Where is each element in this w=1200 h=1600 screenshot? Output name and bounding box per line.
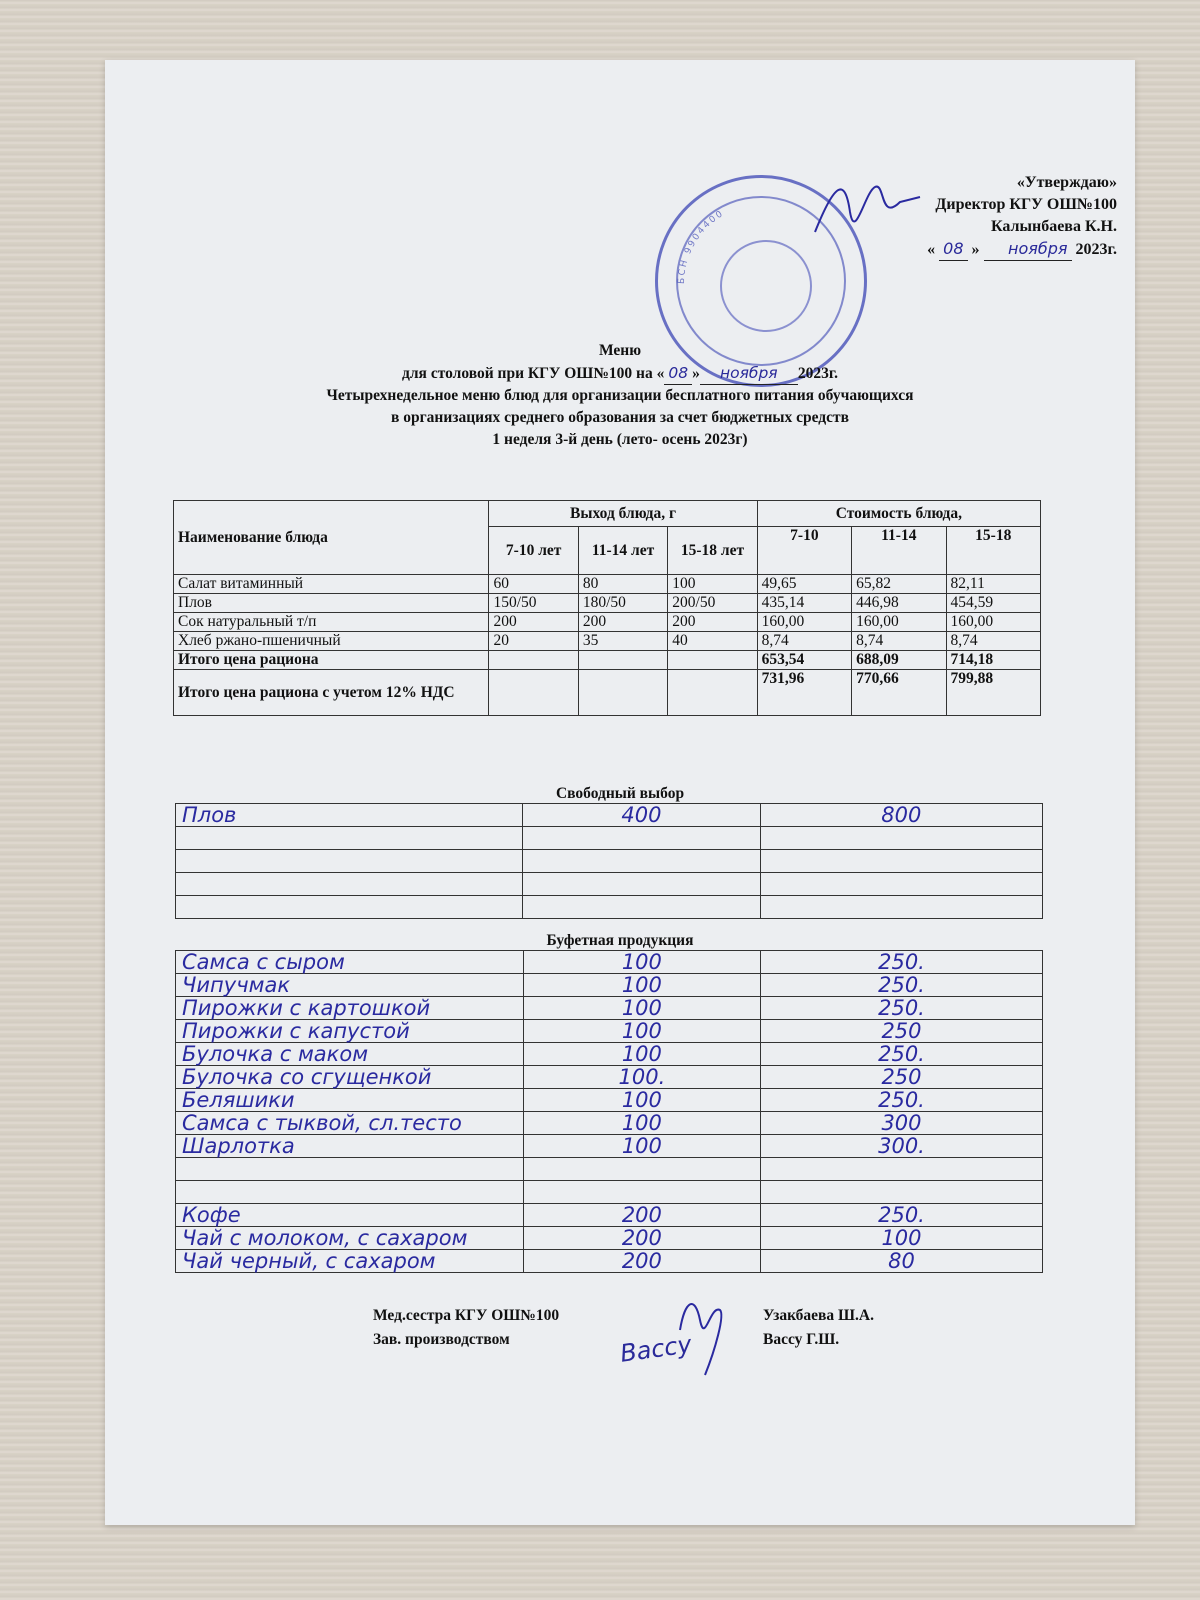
nurse-label: Мед.сестра КГУ ОШ№100 <box>373 1307 560 1324</box>
header-yield: Выход блюда, г <box>489 501 757 527</box>
cost-value: 160,00 <box>852 613 946 632</box>
manager-name: Вассу Г.Ш. <box>763 1331 840 1348</box>
buffet-row <box>176 1227 1043 1250</box>
table-row <box>174 575 1041 594</box>
cost-value: 8,74 <box>946 632 1040 651</box>
item-name: Пирожки с картошкой <box>176 997 524 1020</box>
manager-label: Зав. производством <box>373 1331 510 1348</box>
buffet-row <box>176 1158 1043 1181</box>
free-choice-row <box>176 873 1043 896</box>
buffet-row <box>176 974 1043 997</box>
title-line3: Четырехнедельное меню блюд для организации бесплатного питания обучающихся <box>326 387 914 404</box>
item-weight <box>523 873 760 896</box>
item-price <box>760 1158 1042 1181</box>
buffet-row <box>176 1020 1043 1043</box>
free-choice-table <box>175 803 1043 919</box>
item-name <box>176 873 523 896</box>
item-weight: 200 <box>523 1227 760 1250</box>
title-line5: 1 неделя 3-й день (лето- осень 2023г) <box>492 431 748 448</box>
item-price <box>760 827 1042 850</box>
header-cost-age2: 11-14 <box>852 527 946 575</box>
cost-value: 8,74 <box>852 632 946 651</box>
buffet-row <box>176 1043 1043 1066</box>
item-name: Булочка со сгущенкой <box>176 1066 524 1089</box>
item-name: Кофе <box>176 1204 524 1227</box>
buffet-table <box>175 950 1043 1273</box>
cost-value: 65,82 <box>852 575 946 594</box>
yield-value: 200 <box>578 613 667 632</box>
total-cost: 714,18 <box>946 651 1040 670</box>
nurse-signature <box>665 1290 735 1380</box>
item-weight: 100. <box>523 1066 760 1089</box>
cost-value: 435,14 <box>757 594 851 613</box>
item-price: 250 <box>760 1020 1042 1043</box>
total-vat-label: Итого цена рациона с учетом 12% НДС <box>174 670 489 716</box>
yield-value: 200 <box>668 613 757 632</box>
buffet-row <box>176 1135 1043 1158</box>
item-name: Беляшики <box>176 1089 524 1112</box>
title-menu: Меню <box>598 342 642 359</box>
item-price: 250 <box>760 1066 1042 1089</box>
buffet-row <box>176 1066 1043 1089</box>
buffet-row <box>176 997 1043 1020</box>
director-signature <box>805 172 925 252</box>
item-price <box>760 896 1042 919</box>
cost-value: 160,00 <box>946 613 1040 632</box>
nurse-row <box>373 1304 874 1328</box>
free-choice-title: Свободный выбор <box>555 785 685 802</box>
cost-value: 49,65 <box>757 575 851 594</box>
item-weight <box>523 850 760 873</box>
item-name: Плов <box>176 804 523 827</box>
title-canteen-line: для столовой при КГУ ОШ№100 на « 08 » ноября 2023г. <box>105 362 1135 385</box>
title-date-day: 08 <box>664 362 692 385</box>
item-name: Пирожки с капустой <box>176 1020 524 1043</box>
total-vat-row <box>174 670 1041 716</box>
item-price: 250. <box>760 974 1042 997</box>
item-price: 300. <box>760 1135 1042 1158</box>
free-choice-row <box>176 804 1043 827</box>
item-price <box>760 873 1042 896</box>
yield-value: 20 <box>489 632 578 651</box>
approval-position: Директор КГУ ОШ№100 <box>935 196 1117 213</box>
buffet-row <box>176 1089 1043 1112</box>
item-price <box>760 850 1042 873</box>
item-name: Самса с сыром <box>176 951 524 974</box>
item-price: 250. <box>760 1204 1042 1227</box>
manager-signature: Вассу <box>618 1330 694 1368</box>
buffet-row <box>176 1181 1043 1204</box>
cost-value: 454,59 <box>946 594 1040 613</box>
approval-date-day: 08 <box>939 238 967 261</box>
item-name <box>176 827 523 850</box>
item-weight <box>523 1181 760 1204</box>
stamp-text: БСН 9904400 <box>676 208 727 285</box>
total-cost: 688,09 <box>852 651 946 670</box>
title-line4: в организациях среднего образования за счет бюджетных средств <box>391 409 849 426</box>
total-vat-cost: 799,88 <box>946 670 1040 716</box>
item-weight: 100 <box>523 1043 760 1066</box>
item-weight: 100 <box>523 1020 760 1043</box>
approval-block <box>927 172 1117 261</box>
item-price: 250. <box>760 1089 1042 1112</box>
item-weight: 100 <box>523 997 760 1020</box>
yield-value: 100 <box>668 575 757 594</box>
document-title <box>105 340 1135 451</box>
header-yield-age3: 15-18 лет <box>668 527 757 575</box>
title-canteen-text: для столовой при КГУ ОШ№100 на « <box>402 365 665 382</box>
dish-name: Плов <box>174 594 489 613</box>
free-choice-row <box>176 827 1043 850</box>
buffet-row <box>176 1112 1043 1135</box>
free-choice-row <box>176 896 1043 919</box>
item-name: Чай черный, с сахаром <box>176 1250 524 1273</box>
item-name: Самса с тыквой, сл.тесто <box>176 1112 524 1135</box>
approval-date-month: ноября <box>984 238 1072 261</box>
yield-value: 180/50 <box>578 594 667 613</box>
item-weight: 100 <box>523 1112 760 1135</box>
approval-date: « 08 » ноября 2023г. <box>927 238 1117 261</box>
item-name <box>176 896 523 919</box>
yield-value: 200 <box>489 613 578 632</box>
item-price: 80 <box>760 1250 1042 1273</box>
approval-director-name: Калынбаева К.Н. <box>990 218 1117 235</box>
yield-value: 200/50 <box>668 594 757 613</box>
item-name <box>176 850 523 873</box>
item-weight <box>523 827 760 850</box>
item-weight: 200 <box>523 1250 760 1273</box>
item-weight: 100 <box>523 951 760 974</box>
yield-value: 150/50 <box>489 594 578 613</box>
menu-table <box>173 500 1041 716</box>
yield-value: 60 <box>489 575 578 594</box>
approval-date-year: 2023г. <box>1075 241 1117 258</box>
cost-value: 446,98 <box>852 594 946 613</box>
total-label: Итого цена рациона <box>174 651 489 670</box>
table-row <box>174 613 1041 632</box>
total-row <box>174 651 1041 670</box>
dish-name: Хлеб ржано-пшеничный <box>174 632 489 651</box>
free-choice-row <box>176 850 1043 873</box>
yield-value: 35 <box>578 632 667 651</box>
item-price: 250. <box>760 997 1042 1020</box>
item-price: 800 <box>760 804 1042 827</box>
nurse-name: Узакбаева Ш.А. <box>763 1307 874 1324</box>
item-weight: 100 <box>523 1135 760 1158</box>
total-vat-cost: 770,66 <box>852 670 946 716</box>
cost-value: 8,74 <box>757 632 851 651</box>
item-weight: 100 <box>523 974 760 997</box>
buffet-row <box>176 1204 1043 1227</box>
cost-value: 160,00 <box>757 613 851 632</box>
buffet-row <box>176 951 1043 974</box>
item-weight: 100 <box>523 1089 760 1112</box>
header-cost: Стоимость блюда, <box>757 501 1040 527</box>
dish-name: Салат витаминный <box>174 575 489 594</box>
item-name: Чай с молоком, с сахаром <box>176 1227 524 1250</box>
approval-heading: «Утверждаю» <box>1016 174 1117 191</box>
item-name: Шарлотка <box>176 1135 524 1158</box>
svg-text:БСН 9904400 <box>677 208 726 284</box>
yield-value: 40 <box>668 632 757 651</box>
title-date-month: ноября <box>700 362 798 385</box>
item-name: Булочка с маком <box>176 1043 524 1066</box>
buffet-row <box>176 1250 1043 1273</box>
item-price: 250. <box>760 1043 1042 1066</box>
document-page <box>105 60 1135 1525</box>
item-price: 300 <box>760 1112 1042 1135</box>
header-cost-age3: 15-18 <box>946 527 1040 575</box>
item-weight: 400 <box>523 804 760 827</box>
item-name <box>176 1158 524 1181</box>
yield-value: 80 <box>578 575 667 594</box>
item-price <box>760 1181 1042 1204</box>
total-cost: 653,54 <box>757 651 851 670</box>
item-price: 250. <box>760 951 1042 974</box>
item-name <box>176 1181 524 1204</box>
title-date-year: 2023г. <box>797 365 838 382</box>
buffet-title: Буфетная продукция <box>546 932 694 949</box>
cost-value: 82,11 <box>946 575 1040 594</box>
item-weight <box>523 896 760 919</box>
header-dish-name: Наименование блюда <box>174 501 489 575</box>
item-price: 100 <box>760 1227 1042 1250</box>
item-weight: 200 <box>523 1204 760 1227</box>
header-yield-age1: 7-10 лет <box>489 527 578 575</box>
header-cost-age1: 7-10 <box>757 527 851 575</box>
table-row <box>174 632 1041 651</box>
header-yield-age2: 11-14 лет <box>578 527 667 575</box>
table-row <box>174 594 1041 613</box>
total-vat-cost: 731,96 <box>757 670 851 716</box>
item-name: Чипучмак <box>176 974 524 997</box>
item-weight <box>523 1158 760 1181</box>
dish-name: Сок натуральный т/п <box>174 613 489 632</box>
